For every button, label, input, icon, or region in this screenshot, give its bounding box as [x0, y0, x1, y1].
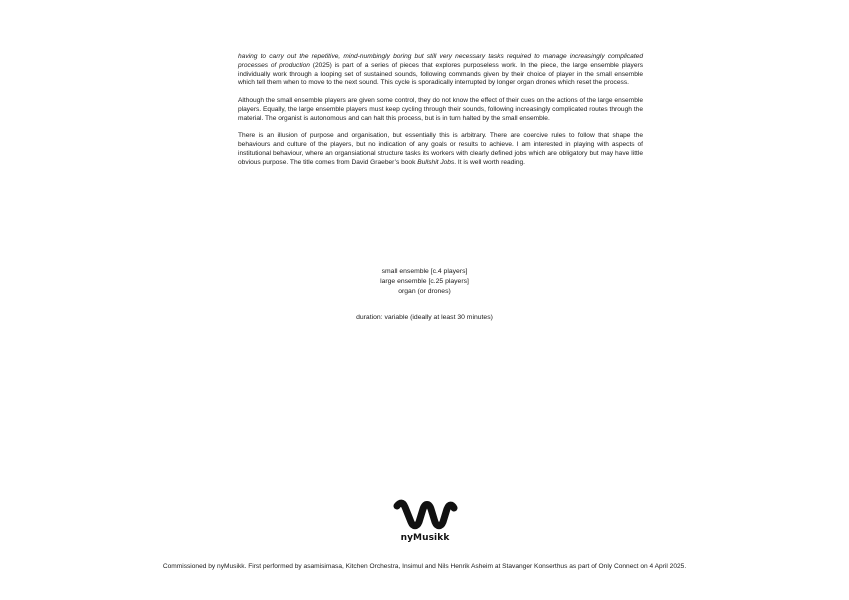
book-title: Bullshit Jobs	[417, 158, 455, 166]
notes-paragraph-3-text: There is an illusion of purpose and organisation, but essentially this is arbitrary. There are coercive rules to follow that shape the behaviours and culture of the players, but no indication of any goals or results to achieve. I am interested in playing with aspects of institutional behaviour, where an organsiational structure tasks its workers with clearly defined jobs which are obligatory but may have little obvious purpose. The title comes from David Graeber’s book	[238, 132, 643, 166]
programme-notes	[238, 53, 643, 176]
instrumentation-organ: organ (or drones)	[398, 287, 451, 295]
notes-paragraph-1-text: (2025) is part of a series of pieces that explores purposeless work. In the piece, the large ensemble players individually work through a looping set of sustained sounds, following commands given by their choice of player in the small ensemble which tell them when to move to the next sound. This cycle is sporadically interrupted by longer organ drones which reset the process.	[238, 61, 643, 87]
instrumentation-list	[0, 267, 849, 296]
logo-wordmark: nyMusikk	[400, 533, 450, 543]
wave-logo-icon	[392, 496, 458, 532]
commission-footer: Commissioned by nyMusikk. First performed by asamisimasa, Kitchen Orchestra, Insimul and Nils Henrik Asheim at Stavanger Konserthus as part of Only Connect on 4 April 2025.	[162, 563, 687, 570]
notes-paragraph-2: Although the small ensemble players are given some control, they do not know the effect of their cues on the actions of the large ensemble players. Equally, the large ensemble players must keep cycling through their sounds, following increasingly complicated routes through the material. The organist is autonomous and can halt this process, but is in turn halted by the small ensemble.	[238, 96, 643, 122]
title-italic-text: having to carry out the repetitive, mind-numbingly boring but still very necessary tasks required to manage increasingly complicated processes of production	[238, 53, 643, 69]
nymusikk-logo	[392, 496, 458, 546]
notes-paragraph-3-end: . It is well worth reading.	[454, 158, 525, 166]
instrumentation-large-ensemble: large ensemble [c.25 players]	[380, 277, 469, 285]
instrumentation-small-ensemble: small ensemble [c.4 players]	[381, 268, 468, 275]
notes-paragraph-3	[238, 132, 643, 167]
notes-paragraph-1	[238, 53, 643, 88]
duration-text: duration: variable (ideally at least 30 minutes)	[356, 314, 493, 321]
